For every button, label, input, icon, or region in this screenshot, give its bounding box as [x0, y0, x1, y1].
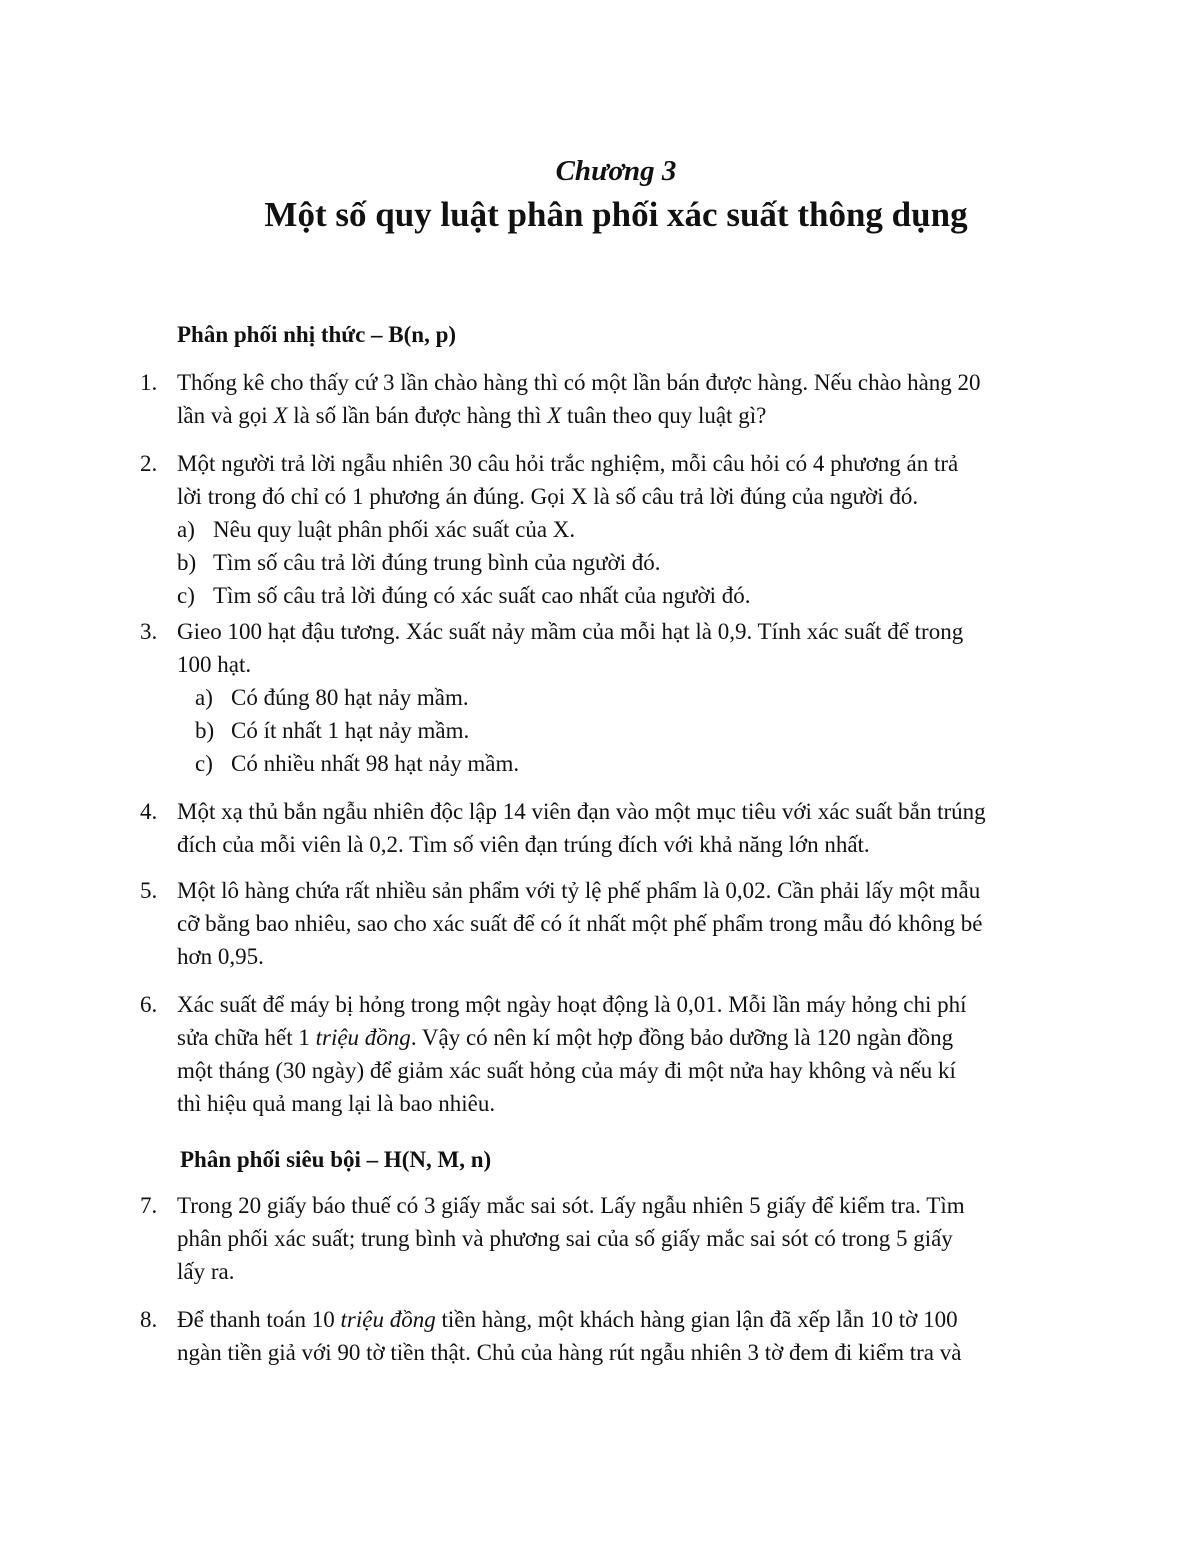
exercise-text-line: Gieo 100 hạt đậu tương. Xác suất nảy mầm của mỗi hạt là 0,9. Tính xác suất để trong: [177, 619, 964, 644]
section-heading-binomial: Phân phối nhị thức – B(n, p): [177, 322, 457, 347]
exercise-text-line: đích của mỗi viên là 0,2. Tìm số viên đạn trúng đích với khả năng lớn nhất.: [177, 832, 870, 857]
exercise-text-line: cỡ bằng bao nhiêu, sao cho xác suất để có ít nhất một phế phẩm trong mẫu đó không bé: [177, 911, 983, 936]
section-heading-hypergeometric: Phân phối siêu bội – H(N, M, n): [180, 1147, 492, 1172]
exercise-text-line: Một người trả lời ngẫu nhiên 30 câu hỏi trắc nghiệm, mỗi câu hỏi có 4 phương án trả: [177, 451, 959, 476]
exercise-number: 1.: [140, 370, 158, 395]
sub-question-b: b) Tìm số câu trả lời đúng trung bình của người đó.: [177, 550, 661, 575]
exercise-text-line: phân phối xác suất; trung bình và phương sai của số giấy mắc sai sót có trong 5 giấy: [177, 1226, 953, 1251]
exercise-text-line: Xác suất để máy bị hỏng trong một ngày hoạt động là 0,01. Mỗi lần máy hỏng chi phí: [177, 992, 967, 1017]
exercise-text-line: Thống kê cho thấy cứ 3 lần chào hàng thì có một lần bán được hàng. Nếu chào hàng 20: [177, 370, 981, 395]
exercise-text-line: Một lô hàng chứa rất nhiều sản phẩm với tỷ lệ phế phẩm là 0,02. Cần phải lấy một mẫu: [177, 878, 981, 903]
exercise-text-line: thì hiệu quả mang lại là bao nhiêu.: [177, 1091, 496, 1116]
exercise-number: 8.: [140, 1307, 158, 1332]
exercise-2: [140, 447, 1070, 612]
exercise-1: [140, 366, 1070, 432]
exercise-7: [140, 1189, 1070, 1288]
exercise-text-line: hơn 0,95.: [177, 944, 264, 969]
exercise-4: [140, 795, 1070, 861]
sub-question-a: a) Nêu quy luật phân phối xác suất của X.: [177, 517, 576, 542]
sub-question-a: a) Có đúng 80 hạt nảy mầm.: [195, 685, 469, 710]
sub-question-c: c) Tìm số câu trả lời đúng có xác suất cao nhất của người đó.: [177, 583, 751, 608]
exercise-text-line: Để thanh toán 10 triệu đồng tiền hàng, một khách hàng gian lận đã xếp lẫn 10 tờ 100: [177, 1307, 958, 1332]
exercise-text-line: lần và gọi X là số lần bán được hàng thì X tuân theo quy luật gì?: [177, 403, 767, 428]
exercise-number: 3.: [140, 619, 158, 644]
exercise-text-line: lấy ra.: [177, 1259, 235, 1284]
sub-question-b: b) Có ít nhất 1 hạt nảy mầm.: [195, 718, 470, 743]
exercise-text-line: Một xạ thủ bắn ngẫu nhiên độc lập 14 viên đạn vào một mục tiêu với xác suất bắn trúng: [177, 799, 986, 824]
chapter-heading: Chương 3: [555, 155, 677, 187]
sub-question-c: c) Có nhiều nhất 98 hạt nảy mầm.: [195, 751, 520, 776]
exercise-number: 2.: [140, 451, 158, 476]
chapter-title: Một số quy luật phân phối xác suất thông dụng: [264, 195, 968, 234]
exercise-text-line: lời trong đó chỉ có 1 phương án đúng. Gọi X là số câu trả lời đúng của người đó.: [177, 484, 919, 509]
exercise-number: 5.: [140, 878, 158, 903]
exercise-text-line: ngàn tiền giả với 90 tờ tiền thật. Chủ của hàng rút ngẫu nhiên 3 tờ đem đi kiểm tra và: [177, 1340, 962, 1365]
exercise-number: 6.: [140, 992, 158, 1017]
exercise-text-line: Trong 20 giấy báo thuế có 3 giấy mắc sai sót. Lấy ngẫu nhiên 5 giấy để kiểm tra. Tìm: [177, 1193, 965, 1218]
exercise-8: [140, 1303, 1070, 1369]
exercise-number: 4.: [140, 799, 158, 824]
exercise-text-line: sửa chữa hết 1 triệu đồng. Vậy có nên kí một hợp đồng bảo dưỡng là 120 ngàn đồng: [177, 1025, 954, 1050]
exercise-3: [140, 615, 1070, 780]
exercise-6: [140, 988, 1070, 1120]
exercise-number: 7.: [140, 1193, 158, 1218]
exercise-5: [140, 874, 1070, 973]
exercise-text-line: 100 hạt.: [177, 652, 252, 677]
exercise-text-line: một tháng (30 ngày) để giảm xác suất hỏng của máy đi một nửa hay không và nếu kí: [177, 1058, 956, 1083]
